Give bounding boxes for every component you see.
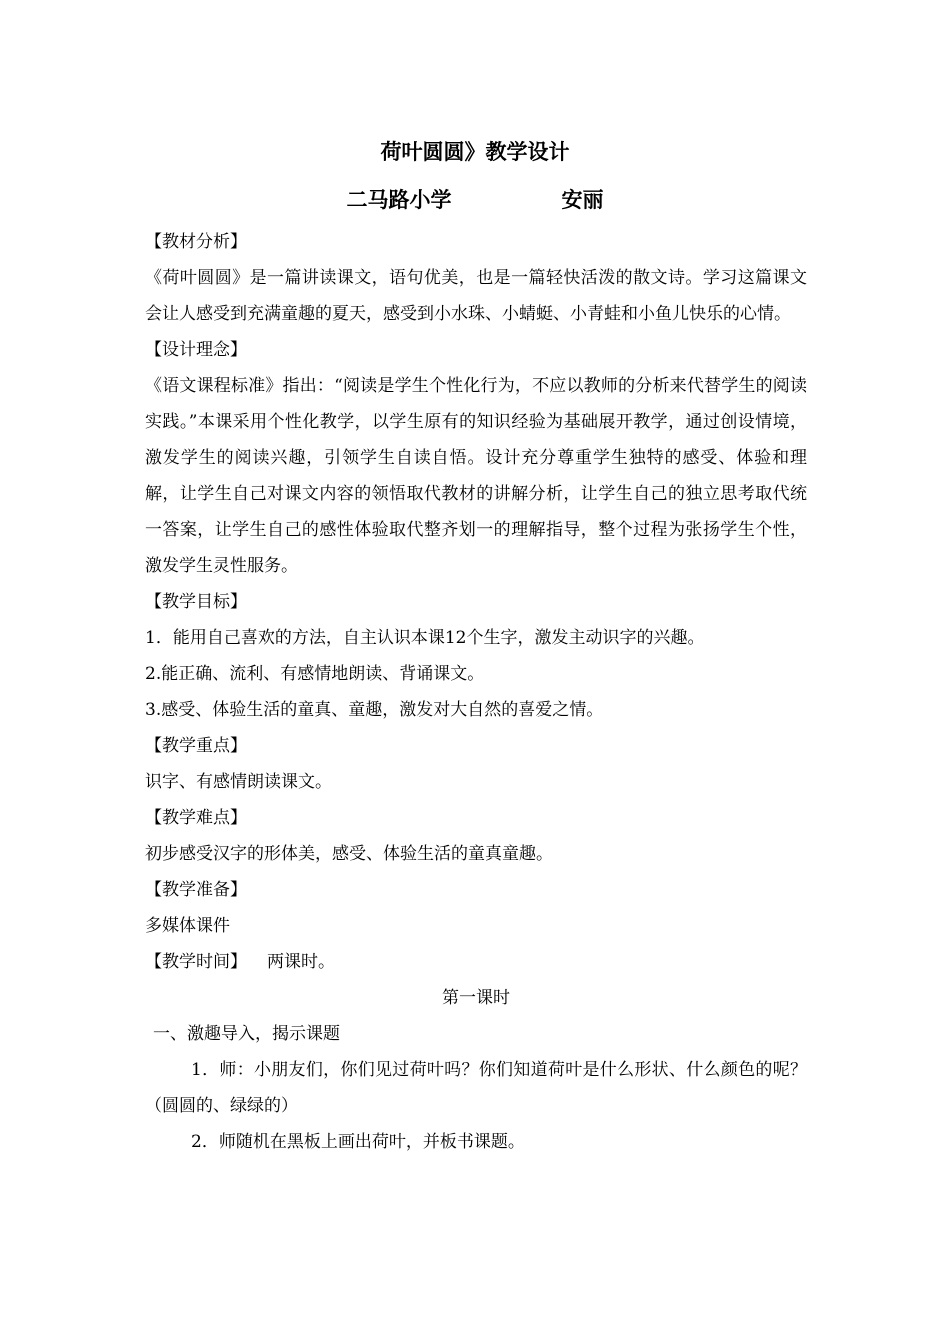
lesson-step: 一、激趣导入，揭示课题 xyxy=(153,1024,340,1044)
difficulties-text: 初步感受汉字的形体美，感受、体验生活的童真童趣。 xyxy=(145,844,553,864)
lesson-item: 2．师随机在黑板上画出荷叶，并板书课题。 xyxy=(191,1132,525,1152)
section-heading-key-points: 【教学重点】 xyxy=(145,736,247,756)
section-heading-analysis: 【教材分析】 xyxy=(145,232,247,252)
goal-item: 3.感受、体验生活的童真、童趣，激发对大自然的喜爱之情。 xyxy=(145,700,604,720)
time-line xyxy=(145,944,807,980)
section-heading-time: 【教学时间】 xyxy=(145,952,247,972)
analysis-text: 《荷叶圆圆》是一篇讲读课文，语句优美，也是一篇轻快活泼的散文诗。学习这篇课文会让人感受到充满童趣的夏天，感受到小水珠、小蜻蜓、小青蛙和小鱼儿快乐的心情。 xyxy=(145,268,807,324)
section-heading-goals: 【教学目标】 xyxy=(145,592,247,612)
author-name: 安丽 xyxy=(561,188,604,212)
preparation-text: 多媒体课件 xyxy=(145,916,230,936)
time-text: 两课时。 xyxy=(267,952,335,972)
concept-text: 《语文课程标准》指出：“阅读是学生个性化行为，不应以教师的分析来代替学生的阅读实践。”本课采用个性化教学，以学生原有的知识经验为基础展开教学，通过创设情境，激发学生的阅读兴趣，引领学生自读自悟。设计充分尊重学生独特的感受、体验和理解，让学生自己对课文内容的领悟取代教材的讲解分析，让学生自己的独立思考取代统一答案，让学生自己的感性体验取代整齐划一的理解指导，整个过程为张扬学生个性，激发学生灵性服务。 xyxy=(145,376,807,576)
goal-item: 2.能正确、流利、有感情地朗读、背诵课文。 xyxy=(145,664,485,684)
document-title: 荷叶圆圆》教学设计 xyxy=(380,140,570,164)
school-name: 二马路小学 xyxy=(346,188,452,212)
document-body xyxy=(145,224,807,1160)
lesson-heading: 第一课时 xyxy=(442,988,510,1008)
key-points-text: 识字、有感情朗读课文。 xyxy=(145,772,332,792)
goal-item: 1．能用自己喜欢的方法，自主认识本课12个生字，激发主动识字的兴趣。 xyxy=(145,628,705,648)
lesson-item: 1．师：小朋友们，你们见过荷叶吗？你们知道荷叶是什么形状、什么颜色的呢？（圆圆的、绿绿的） xyxy=(145,1060,807,1116)
section-heading-difficulties: 【教学难点】 xyxy=(145,808,247,828)
section-heading-preparation: 【教学准备】 xyxy=(145,880,247,900)
section-heading-concept: 【设计理念】 xyxy=(145,340,247,360)
author-line xyxy=(0,186,950,214)
